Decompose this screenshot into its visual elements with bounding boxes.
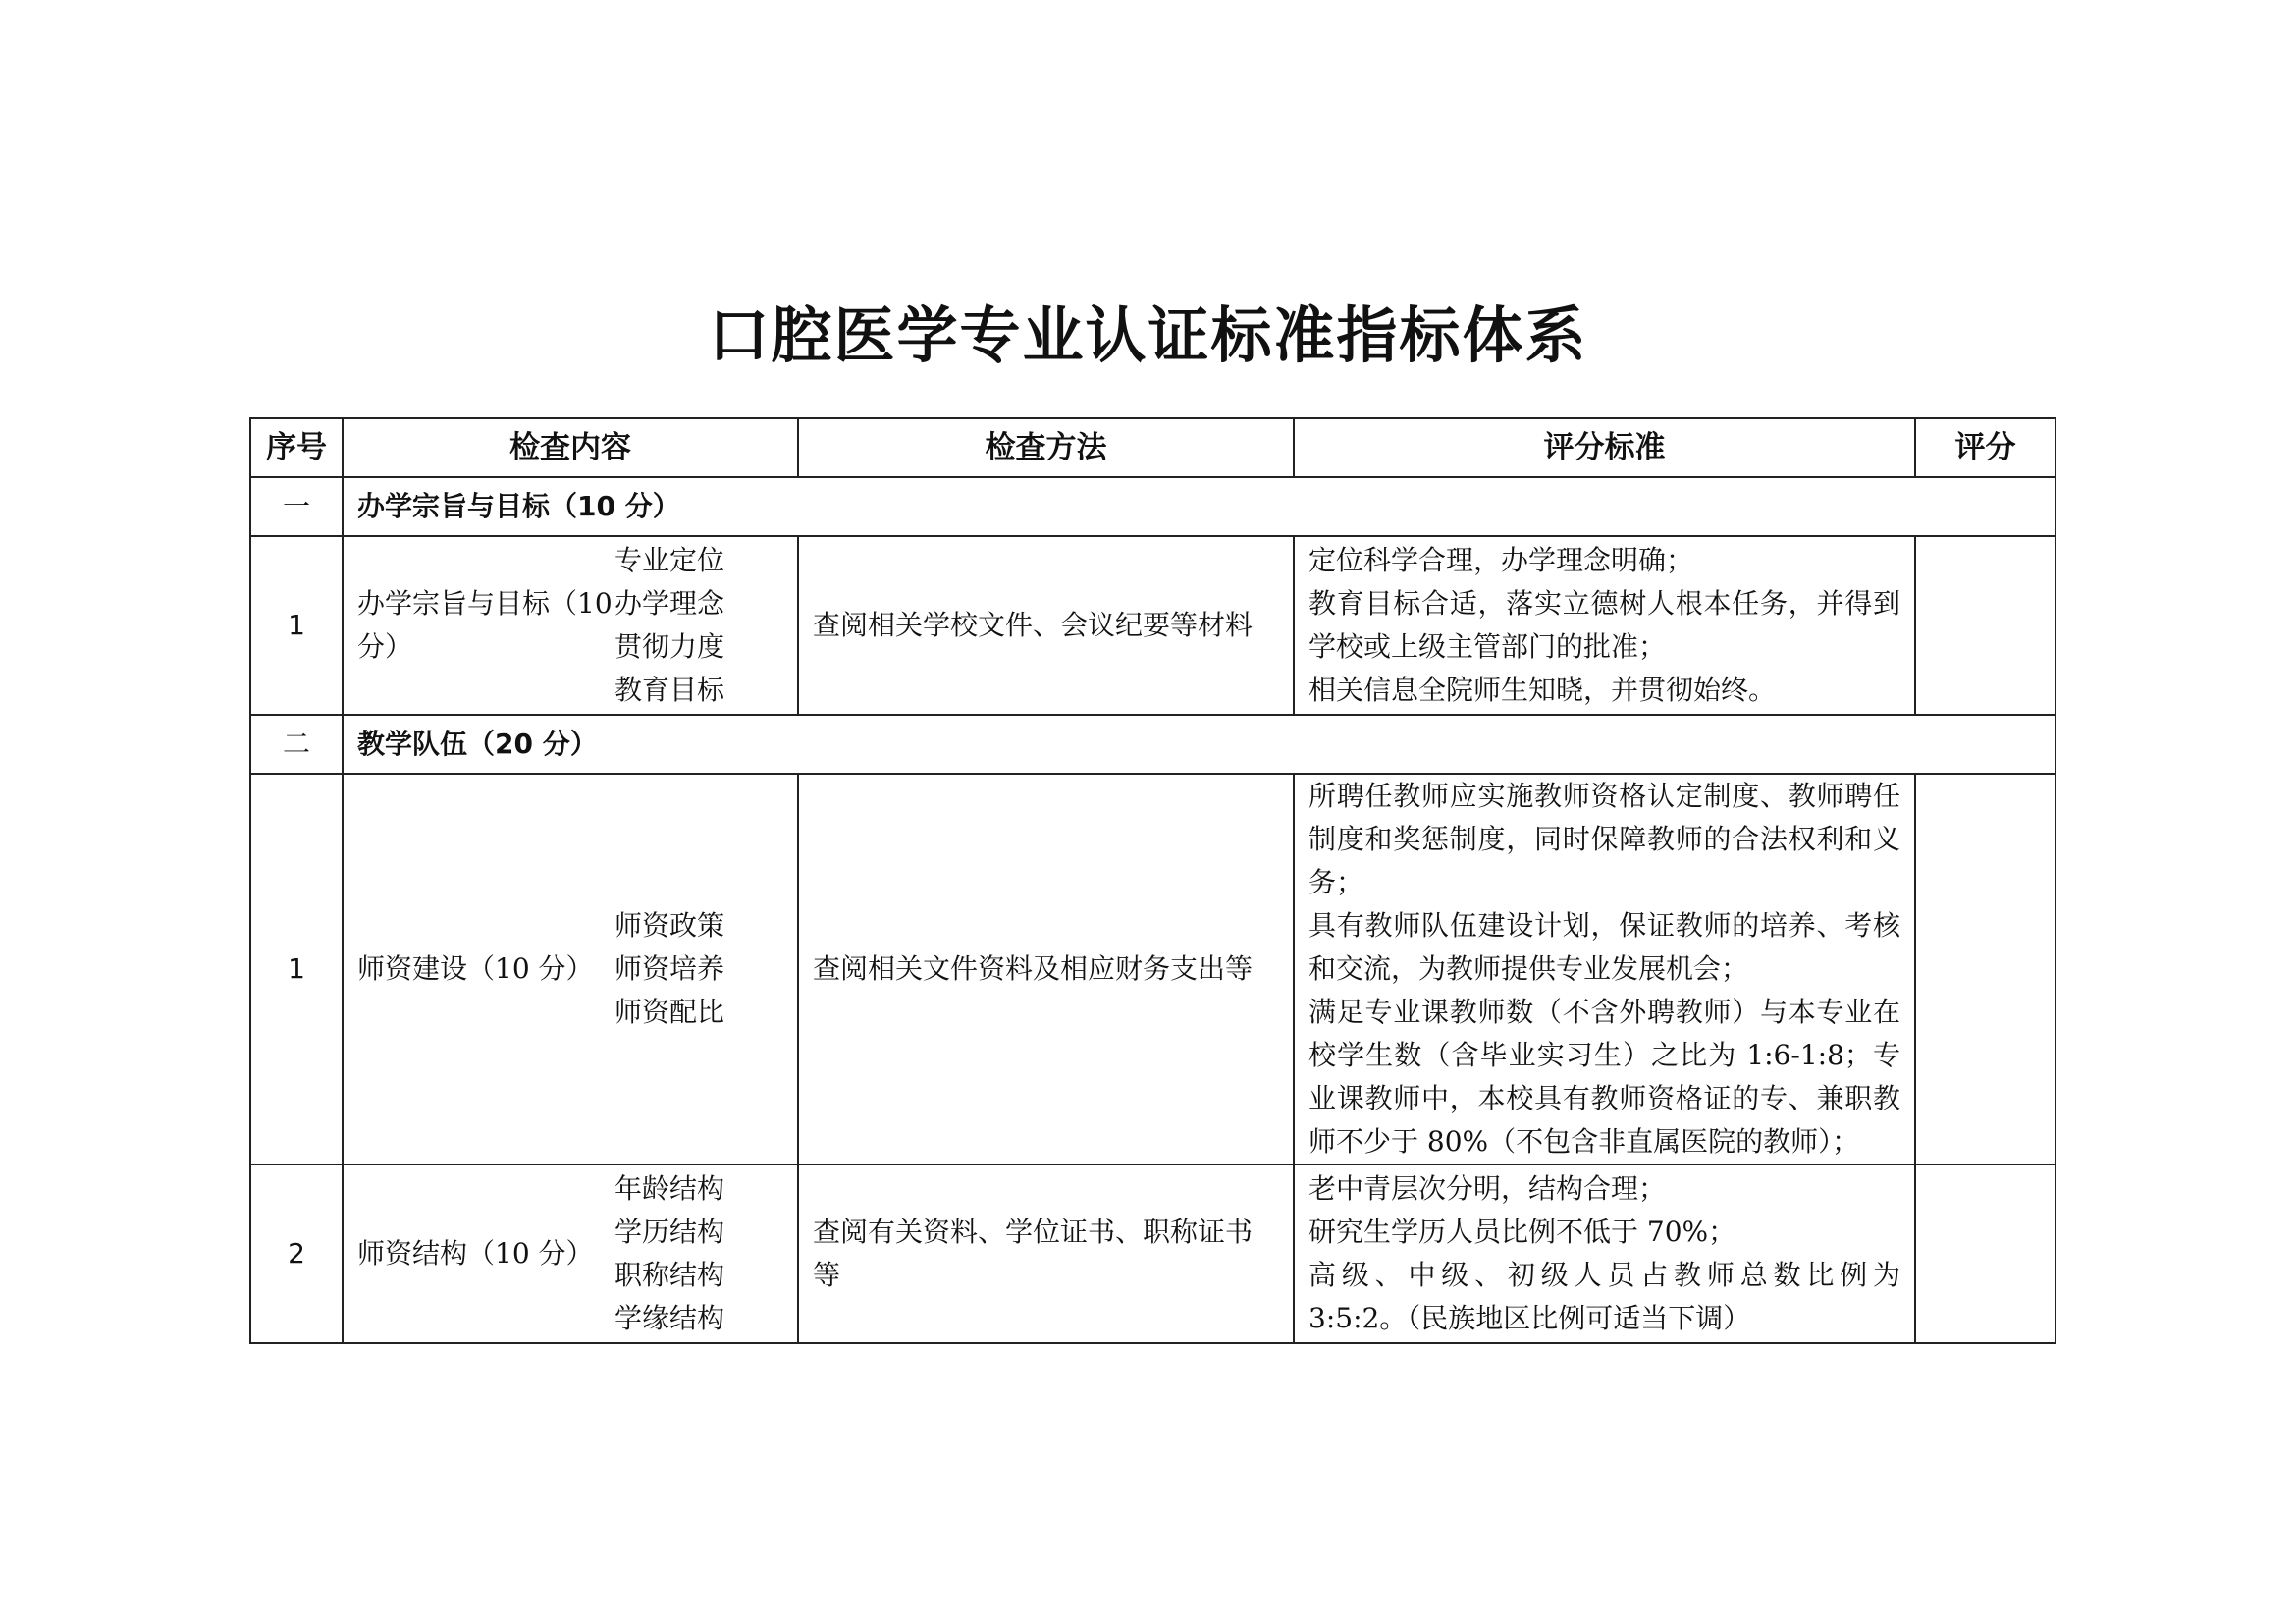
content-item: 学历结构	[614, 1216, 725, 1248]
header-no: 序号	[250, 418, 343, 477]
row-method: 查阅相关文件资料及相应财务支出等	[798, 774, 1294, 1164]
content-item: 贯彻力度	[614, 630, 725, 663]
row-content	[343, 1164, 798, 1343]
header-content: 检查内容	[343, 418, 798, 477]
row-no: 1	[250, 774, 343, 1164]
content-name: 师资结构（10 分）	[357, 1237, 594, 1270]
section-title: 办学宗旨与目标（10 分）	[343, 477, 2056, 536]
table-row	[250, 774, 2056, 1164]
header-score: 评分	[1915, 418, 2056, 477]
row-content	[343, 774, 798, 1164]
content-item: 办学理念	[614, 587, 725, 620]
row-no: 1	[250, 536, 343, 715]
row-criteria	[1294, 774, 1915, 1164]
criteria-item: 高级、中级、初级人员占教师总数比例为 3:5:2。（民族地区比例可适当下调）	[1308, 1259, 1900, 1334]
criteria-item: 满足专业课教师数（不含外聘教师）与本专业在校学生数（含毕业实习生）之比为 1:6-1:8；专业课教师中，本校具有教师资格证的专、兼职教师不少于 80%（不包含非直属医院的教师）；	[1308, 996, 1900, 1158]
row-method: 查阅相关学校文件、会议纪要等材料	[798, 536, 1294, 715]
section-row	[250, 715, 2056, 774]
document-title: 口腔医学专业认证标准指标体系	[708, 299, 1588, 371]
row-score[interactable]	[1915, 536, 2056, 715]
content-item: 年龄结构	[614, 1172, 725, 1205]
header-criteria: 评分标准	[1294, 418, 1915, 477]
section-no: 二	[250, 715, 343, 774]
criteria-item: 相关信息全院师生知晓，并贯彻始终。	[1308, 674, 1777, 706]
content-item: 师资配比	[614, 996, 725, 1028]
header-row	[250, 418, 2056, 477]
header-method: 检查方法	[798, 418, 1294, 477]
table-row	[250, 1164, 2056, 1343]
content-item: 教育目标	[614, 674, 725, 706]
row-score[interactable]	[1915, 1164, 2056, 1343]
criteria-item: 教育目标合适，落实立德树人根本任务，并得到学校或上级主管部门的批准；	[1308, 587, 1900, 663]
row-score[interactable]	[1915, 774, 2056, 1164]
standards-table	[249, 417, 2056, 1344]
criteria-item: 定位科学合理，办学理念明确；	[1308, 544, 1694, 576]
row-criteria	[1294, 536, 1915, 715]
content-name: 师资建设（10 分）	[357, 952, 594, 985]
row-method: 查阅有关资料、学位证书、职称证书等	[798, 1164, 1294, 1343]
row-criteria	[1294, 1164, 1915, 1343]
table-row	[250, 536, 2056, 715]
content-item: 师资培养	[614, 952, 725, 985]
section-title: 教学队伍（20 分）	[343, 715, 2056, 774]
criteria-item: 研究生学历人员比例不低于 70%；	[1308, 1216, 1736, 1248]
section-no: 一	[250, 477, 343, 536]
content-name: 办学宗旨与目标（10 分）	[357, 587, 613, 663]
section-row	[250, 477, 2056, 536]
criteria-item: 老中青层次分明，结构合理；	[1308, 1172, 1667, 1205]
row-content	[343, 536, 798, 715]
content-item: 专业定位	[614, 544, 725, 576]
content-item: 学缘结构	[614, 1302, 725, 1334]
criteria-item: 具有教师队伍建设计划，保证教师的培养、考核和交流，为教师提供专业发展机会；	[1308, 909, 1900, 985]
row-no: 2	[250, 1164, 343, 1343]
criteria-item: 所聘任教师应实施教师资格认定制度、教师聘任制度和奖惩制度，同时保障教师的合法权利和义务；	[1308, 780, 1900, 898]
content-item: 职称结构	[614, 1259, 725, 1291]
content-item: 师资政策	[614, 909, 725, 942]
